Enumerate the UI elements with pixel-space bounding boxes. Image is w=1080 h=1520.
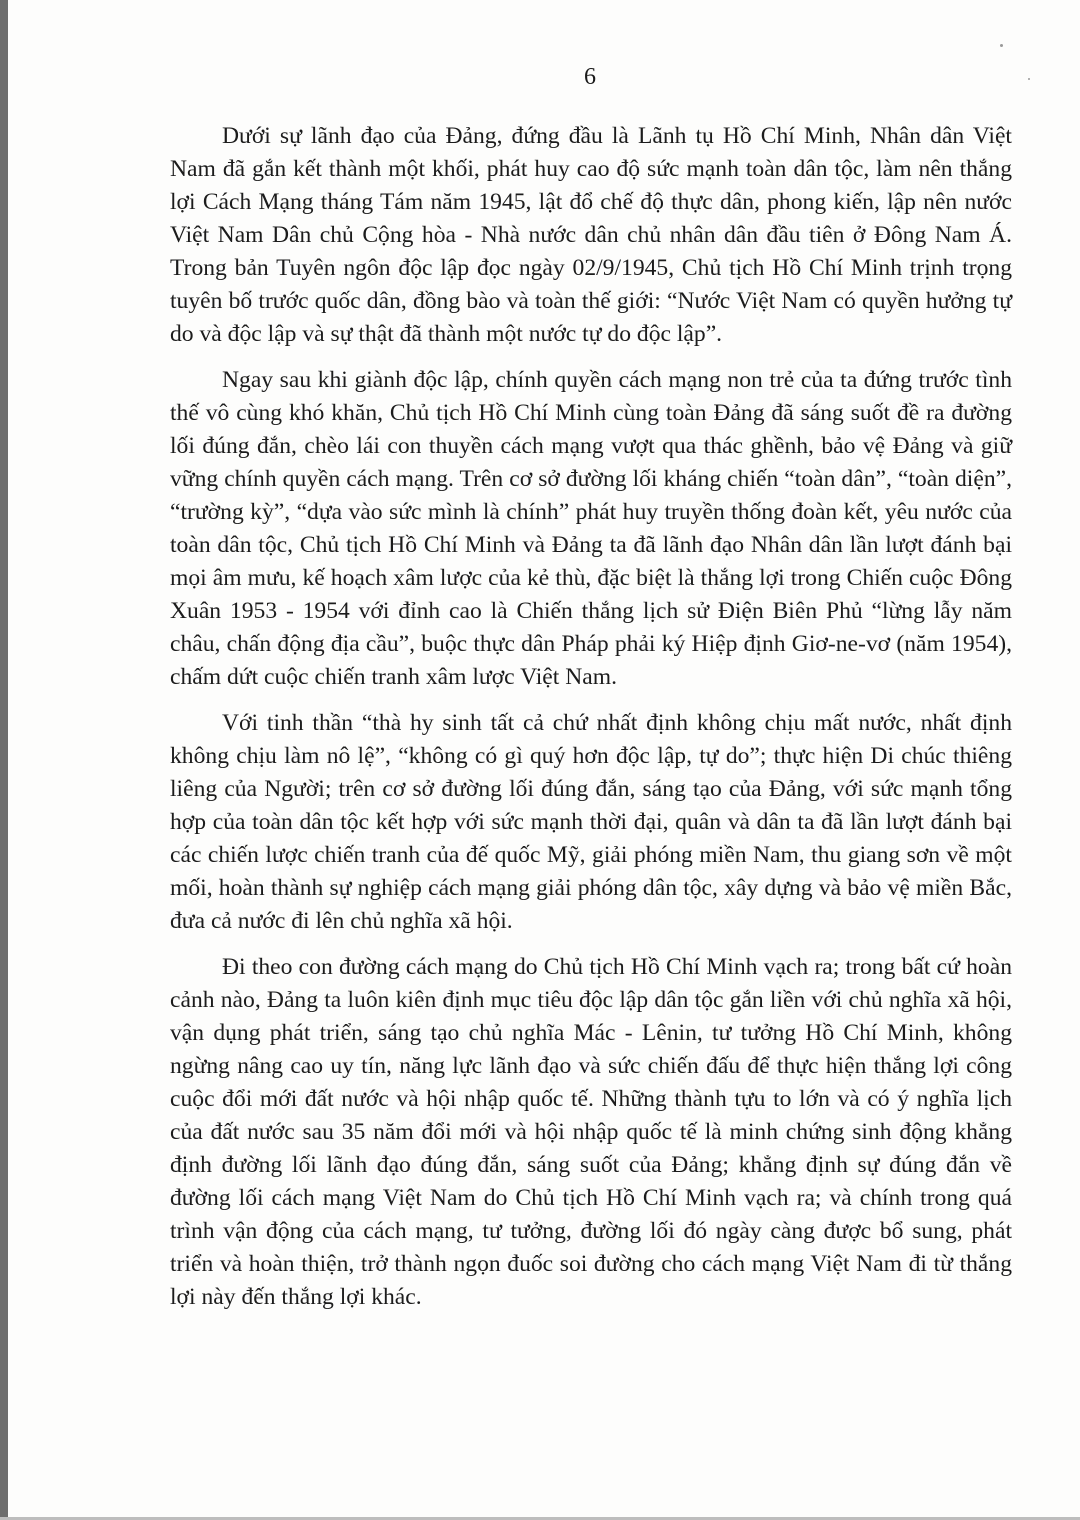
page-number: 6 <box>584 64 596 90</box>
scan-speck <box>1000 44 1003 47</box>
paragraph: Với tinh thần “thà hy sinh tất cả chứ nhất định không chịu mất nước, nhất định không chịu làm nô lệ”, “không có gì quý hơn độc lập, tự do”; thực hiện Di chúc thiêng liêng của Người; trên cơ sở đường lối đúng đắn, sáng tạo của Đảng, với sức mạnh tổng hợp của toàn dân tộc kết hợp với sức mạnh thời đại, quân và dân ta đã lần lượt đánh bại các chiến lược chiến tranh của đế quốc Mỹ, giải phóng miền Nam, thu giang sơn về một mối, hoàn thành sự nghiệp cách mạng giải phóng dân tộc, xây dựng và bảo vệ miền Bắc, đưa cả nước đi lên chủ nghĩa xã hội. <box>170 710 1012 934</box>
paragraph: Ngay sau khi giành độc lập, chính quyền cách mạng non trẻ của ta đứng trước tình thế vô cùng khó khăn, Chủ tịch Hồ Chí Minh cùng toàn Đảng đã sáng suốt đề ra đường lối đúng đắn, chèo lái con thuyền cách mạng vượt qua thác ghềnh, bảo vệ Đảng và giữ vững chính quyền cách mạng. Trên cơ sở đường lối kháng chiến “toàn dân”, “toàn diện”, “trường kỳ”, “dựa vào sức mình là chính” phát huy truyền thống đoàn kết, yêu nước của toàn dân tộc, Chủ tịch Hồ Chí Minh và Đảng ta đã lãnh đạo Nhân dân lần lượt đánh bại mọi âm mưu, kế hoạch xâm lược của kẻ thù, đặc biệt là thắng lợi trong Chiến cuộc Đông Xuân 1953 - 1954 với đỉnh cao là Chiến thắng lịch sử Điện Biên Phủ “lừng lẫy năm châu, chấn động địa cầu”, buộc thực dân Pháp phải ký Hiệp định Giơ-ne-vơ (năm 1954), chấm dứt cuộc chiến tranh xâm lược Việt Nam. <box>170 367 1012 690</box>
paragraph: Đi theo con đường cách mạng do Chủ tịch Hồ Chí Minh vạch ra; trong bất cứ hoàn cảnh nào, Đảng ta luôn kiên định mục tiêu độc lập dân tộc gắn liền với chủ nghĩa xã hội, vận dụng phát triển, sáng tạo chủ nghĩa Mác - Lênin, tư tưởng Hồ Chí Minh, không ngừng nâng cao uy tín, năng lực lãnh đạo và sức chiến đấu để thực hiện thắng lợi công cuộc đổi mới đất nước và hội nhập quốc tế. Những thành tựu to lớn và có ý nghĩa lịch của đất nước sau 35 năm đổi mới và hội nhập quốc tế là minh chứng sinh động khẳng định đường lối lãnh đạo đúng đắn, sáng suốt của Đảng; khẳng định sự đúng đắn về đường lối cách mạng Việt Nam do Chủ tịch Hồ Chí Minh vạch ra; và chính trong quá trình vận động của cách mạng, tư tưởng, đường lối đó ngày càng được bổ sung, phát triển và hoàn thiện, trở thành ngọn đuốc soi đường cho cách mạng Việt Nam đi từ thắng lợi này đến thắng lợi khác. <box>170 954 1012 1310</box>
paragraph: Dưới sự lãnh đạo của Đảng, đứng đầu là Lãnh tụ Hồ Chí Minh, Nhân dân Việt Nam đã gắn kết thành một khối, phát huy cao độ sức mạnh toàn dân tộc, làm nên thắng lợi Cách Mạng tháng Tám năm 1945, lật đổ chế độ thực dân, phong kiến, lập nên nước Việt Nam Dân chủ Cộng hòa - Nhà nước dân chủ nhân dân đầu tiên ở Đông Nam Á. Trong bản Tuyên ngôn độc lập đọc ngày 02/9/1945, Chủ tịch Hồ Chí Minh trịnh trọng tuyên bố trước quốc dân, đồng bào và toàn thế giới: “Nước Việt Nam có quyền hưởng tự do và độc lập và sự thật đã thành một nước tự do độc lập”. <box>170 123 1012 347</box>
body-text <box>170 120 1012 1327</box>
scan-edge-left <box>0 0 8 1520</box>
